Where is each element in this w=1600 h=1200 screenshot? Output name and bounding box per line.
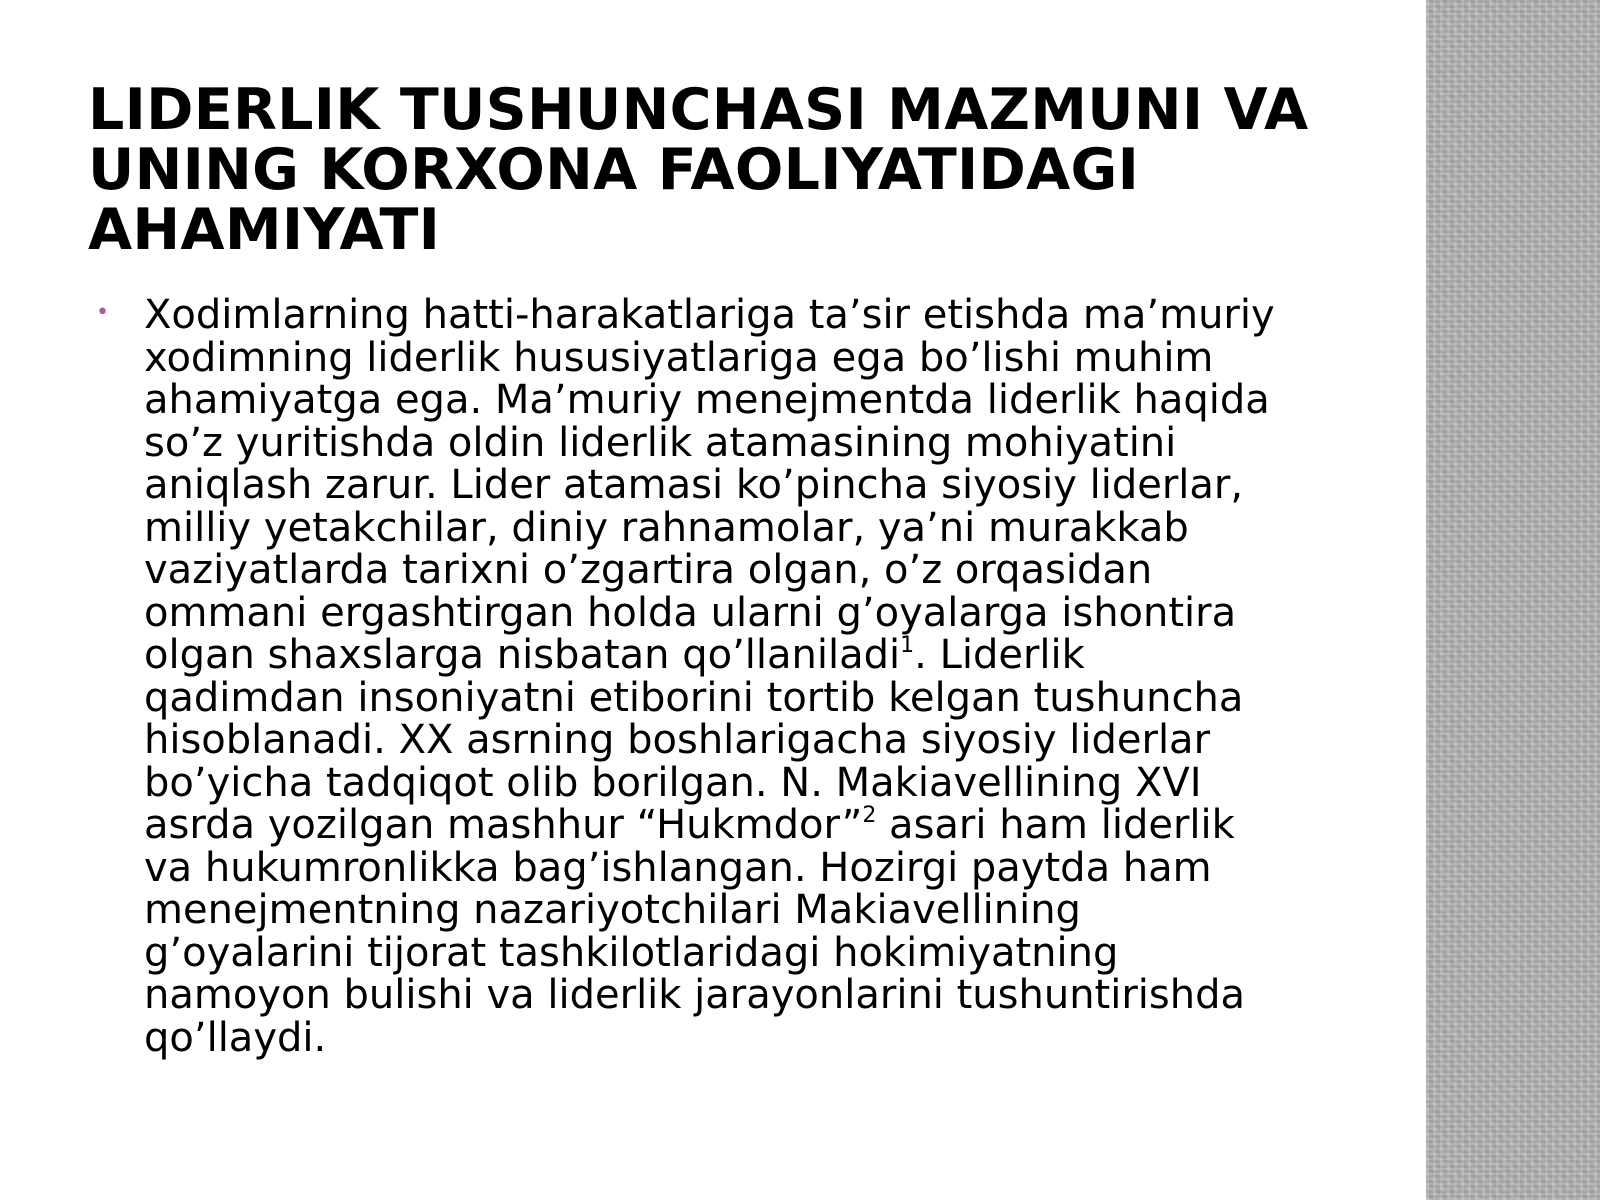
footnote-marker-1: 1 bbox=[900, 633, 915, 658]
paragraph-line: aniqlash zarur. Lider atamasi ko’pincha siyosiy liderlar, bbox=[144, 462, 1244, 508]
body-paragraph bbox=[144, 294, 1416, 1059]
paragraph-line: qo’llaydi. bbox=[144, 1014, 327, 1061]
paragraph-text: asrda yozilgan mashhur “Hukmdor” bbox=[144, 802, 863, 848]
slide-title bbox=[88, 77, 1418, 263]
paragraph-line: menejmentning nazariyotchilari Makiavellining bbox=[144, 887, 1081, 933]
paragraph-line: g’oyalarini tijorat tashkilotlaridagi hokimiyatning bbox=[144, 929, 1119, 976]
slide-body bbox=[96, 294, 1416, 1059]
footnote-marker-2: 2 bbox=[862, 803, 877, 828]
paragraph-line: namoyon bulishi va liderlik jarayonlarini tushuntirishda bbox=[144, 972, 1245, 1018]
paragraph-line: qadimdan insoniyatni etiborini tortib kelgan tushuncha bbox=[144, 674, 1244, 721]
paragraph-line bbox=[144, 634, 1416, 677]
title-line-1: LIDERLIK TUSHUNCHASI MAZMUNI VA bbox=[88, 77, 1309, 143]
paragraph-text: . Liderlik bbox=[914, 632, 1085, 678]
paragraph-line bbox=[144, 804, 1416, 847]
decorative-side-panel bbox=[1426, 0, 1600, 1200]
paragraph-line: milliy yetakchilar, diniy rahnamolar, ya’ni murakkab bbox=[144, 504, 1189, 551]
paragraph-text: olgan shaxslarga nisbatan qo’llaniladi bbox=[144, 632, 901, 678]
paragraph-line: vaziyatlarda tarixni o’zgartira olgan, o’z orqasidan bbox=[144, 547, 1153, 593]
paragraph-line: ommani ergashtirgan holda ularni g’oyalarga ishontira bbox=[144, 589, 1237, 636]
paragraph-line: Xodimlarning hatti-harakatlariga ta’sir etishda ma’muriy bbox=[144, 292, 1275, 338]
bullet-icon: • bbox=[96, 300, 109, 325]
paragraph-line: va hukumronlikka bag’ishlangan. Hozirgi paytda ham bbox=[144, 844, 1212, 891]
paragraph-text: asari ham liderlik bbox=[876, 802, 1235, 848]
paragraph-line: ahamiyatga ega. Ma’muriy menejmentda liderlik haqida bbox=[144, 377, 1270, 423]
paragraph-line: bo’yicha tadqiqot olib borilgan. N. Makiavellining XVI bbox=[144, 759, 1202, 806]
title-line-3: AHAMIYATI bbox=[88, 197, 441, 263]
paragraph-line: hisoblanadi. XX asrning boshlarigacha siyosiy liderlar bbox=[144, 717, 1211, 763]
title-line-2: UNING KORXONA FAOLIYATIDAGI bbox=[88, 137, 1140, 203]
paragraph-line: so’z yuritishda oldin liderlik atamasining mohiyatini bbox=[144, 419, 1177, 466]
paragraph-line: xodimning liderlik hususiyatlariga ega bo’lishi muhim bbox=[144, 334, 1214, 381]
